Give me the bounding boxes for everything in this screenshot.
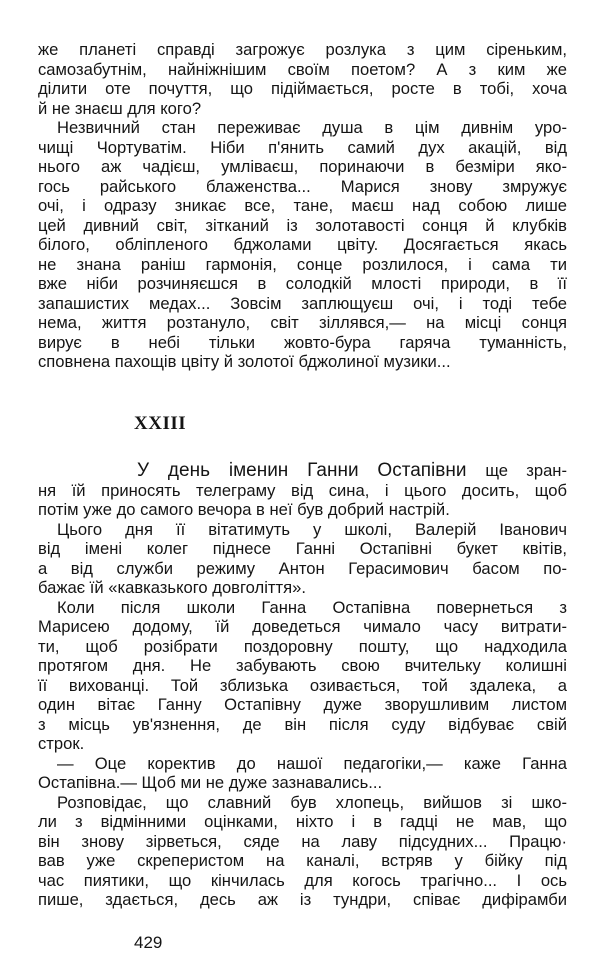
text-line: нього аж чадієш, умліваєш, поринаючи в безміри яко-: [38, 157, 567, 176]
chapter-heading: XXIII: [134, 413, 187, 434]
text-line: час пиятики, що кінчилась для когось трагічно... І ось: [38, 870, 567, 890]
text-line: пише, здається, десь аж із тундри, співає дифірамби: [38, 890, 567, 909]
text-line: ли з відмінними оцінками, ніхто і в гадці не мав, що: [38, 812, 567, 831]
text-line: з місць ув'язнення, де він після суду відбуває свій: [38, 714, 567, 734]
chapter-lead-rest: ще зран-: [485, 461, 567, 480]
text-line: а від служби режиму Антон Герасимович басом по-: [38, 558, 567, 578]
text-line: ня їй приносять телеграму від сина, і цього досить, щоб: [38, 480, 567, 500]
text-line: сповнена пахощів цвіту й золотої бджолиної музики...: [38, 352, 451, 371]
text-line: нема, життя розтануло, світ зіллявся,— на місці сонця: [38, 313, 567, 332]
text-line: ділити оте почуття, що підіймається, росте в тобі, хоча: [38, 79, 567, 98]
text-line: він знову зірветься, сяде на лаву підсудних... Працю·: [38, 831, 567, 851]
text-line: її вихованці. Той зблизька озивається, той здалека, а: [38, 675, 567, 695]
page-number: 429: [134, 933, 163, 952]
text-line: самозабутнім, найніжнішим своїм поетом? А з ким же: [38, 59, 567, 79]
text-line: не знана раніш гармонія, сонце розлилося, і сама ти: [38, 254, 567, 274]
text-line: Остапівна.— Щоб ми не дуже зазнавались...: [38, 773, 383, 792]
text-line: протягом дня. Не забувають свою вчительку колишні: [38, 656, 567, 675]
text-line: — Оце коректив до нашої педагогіки,— каже Ганна: [57, 753, 567, 773]
text-line: один вітає Ганну Остапівну дуже зворушливим листом: [38, 695, 567, 714]
text-line: вав уже скреперистом на каналі, встряв у бійку під: [38, 851, 567, 870]
text-line: Незвичний стан переживає душа в цім дивнім уро-: [57, 118, 567, 137]
text-line: очі, і одразу зникає все, тане, маєш над собою лише: [38, 196, 567, 215]
text-line: Цього дня її вітатимуть у школі, Валерій Іванович: [57, 519, 567, 539]
text-line: строк.: [38, 734, 85, 753]
text-line: вирує в небі тільки жовто-бура гаряча туманність,: [38, 332, 567, 352]
text-line: цей дивний світ, зітканий із золотавості сонця й клубків: [38, 215, 567, 235]
text-block-chapter: [38, 461, 567, 910]
text-line: вже ніби розчиняєшся в солодкій млості природи, в її: [38, 274, 567, 293]
text-block-top: [38, 40, 567, 372]
text-line: й не знаєш для кого?: [38, 98, 202, 118]
text-line: Розповідає, що славний був хлопець, вийшов зі шко-: [57, 792, 567, 812]
text-line: гось райського блаженства... Марися знову змружує: [38, 176, 567, 196]
text-line: потім уже до самого вечора в неї був добрий настрій.: [38, 500, 450, 519]
text-line: бажає їй «кавказького довголіття».: [38, 578, 306, 597]
chapter-lead-line: [38, 461, 567, 481]
chapter-lead-caps: У день іменин Ганни Остапівни: [137, 460, 467, 481]
text-line: білого, обліпленого бджолами цвіту. Досягається якась: [38, 235, 567, 254]
text-line: Коли після школи Ганна Остапівна повернеться з: [57, 597, 567, 617]
text-line: запашистих медах... Зовсім заплющуєш очі, і тоді тебе: [38, 293, 567, 313]
text-line: від імені колег піднесе Ганні Остапівні букет квітів,: [38, 539, 567, 558]
text-line: чищі Чортуватім. Ніби п'янить самий дух акацій, від: [38, 137, 567, 157]
text-line: Марисею додому, їй доведеться чимало часу витрати-: [38, 617, 567, 636]
text-line: же планеті справді загрожує розлука з цим сіреньким,: [38, 40, 567, 59]
text-line: ти, щоб розібрати поздоровну пошту, що надходила: [38, 636, 567, 656]
